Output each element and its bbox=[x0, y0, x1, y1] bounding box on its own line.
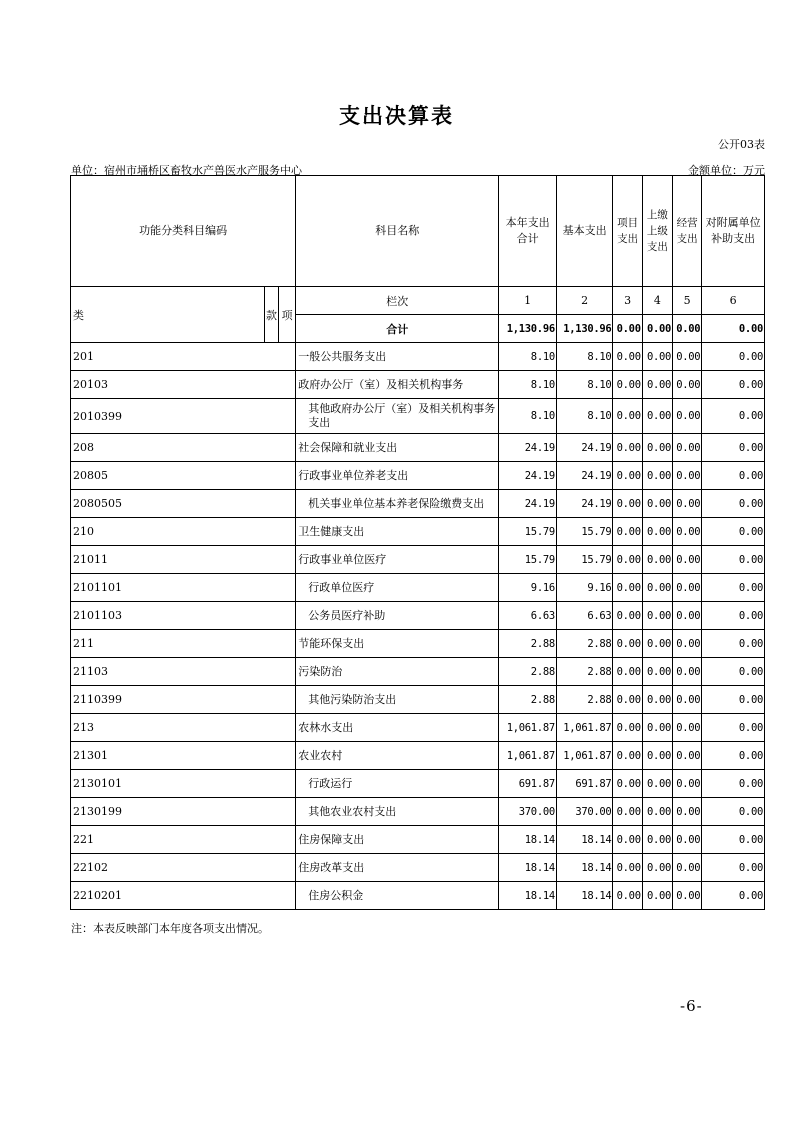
row-value-3: 0.00 bbox=[613, 630, 642, 658]
row-name: 其他农业农村支出 bbox=[296, 798, 499, 826]
column-number-row bbox=[71, 287, 765, 315]
row-value-1: 8.10 bbox=[499, 343, 557, 371]
row-code: 2101101 bbox=[71, 574, 296, 602]
row-value-4: 0.00 bbox=[642, 434, 672, 462]
row-code: 20103 bbox=[71, 371, 296, 399]
row-value-1: 15.79 bbox=[499, 546, 557, 574]
row-value-6: 0.00 bbox=[702, 742, 765, 770]
table-row bbox=[71, 399, 765, 434]
row-value-5: 0.00 bbox=[673, 343, 702, 371]
row-code: 2110399 bbox=[71, 686, 296, 714]
data-rows bbox=[71, 343, 765, 910]
row-value-3: 0.00 bbox=[613, 399, 642, 434]
row-value-3: 0.00 bbox=[613, 770, 642, 798]
row-value-4: 0.00 bbox=[642, 826, 672, 854]
total-value-4: 0.00 bbox=[642, 315, 672, 343]
row-value-2: 2.88 bbox=[556, 686, 613, 714]
row-value-4: 0.00 bbox=[642, 882, 672, 910]
row-value-5: 0.00 bbox=[673, 518, 702, 546]
row-value-1: 6.63 bbox=[499, 602, 557, 630]
total-value-1: 1,130.96 bbox=[499, 315, 557, 343]
row-value-3: 0.00 bbox=[613, 518, 642, 546]
row-name: 住房改革支出 bbox=[296, 854, 499, 882]
table-row bbox=[71, 742, 765, 770]
row-value-1: 2.88 bbox=[499, 630, 557, 658]
row-value-3: 0.00 bbox=[613, 490, 642, 518]
row-value-6: 0.00 bbox=[702, 399, 765, 434]
row-value-2: 18.14 bbox=[556, 882, 613, 910]
amount-unit: 金额单位：万元 bbox=[688, 164, 765, 177]
row-code: 211 bbox=[71, 630, 296, 658]
table-row bbox=[71, 686, 765, 714]
row-value-2: 15.79 bbox=[556, 518, 613, 546]
row-value-5: 0.00 bbox=[673, 546, 702, 574]
row-value-2: 8.10 bbox=[556, 371, 613, 399]
row-value-5: 0.00 bbox=[673, 490, 702, 518]
col-num-1: 1 bbox=[499, 287, 557, 315]
row-value-5: 0.00 bbox=[673, 826, 702, 854]
row-code: 2010399 bbox=[71, 399, 296, 434]
row-value-6: 0.00 bbox=[702, 798, 765, 826]
row-value-2: 370.00 bbox=[556, 798, 613, 826]
row-value-1: 9.16 bbox=[499, 574, 557, 602]
row-value-5: 0.00 bbox=[673, 770, 702, 798]
row-value-6: 0.00 bbox=[702, 658, 765, 686]
row-value-6: 0.00 bbox=[702, 714, 765, 742]
row-value-3: 0.00 bbox=[613, 574, 642, 602]
row-name: 社会保障和就业支出 bbox=[296, 434, 499, 462]
table-row bbox=[71, 770, 765, 798]
row-value-6: 0.00 bbox=[702, 371, 765, 399]
row-value-6: 0.00 bbox=[702, 686, 765, 714]
row-value-3: 0.00 bbox=[613, 602, 642, 630]
row-value-1: 24.19 bbox=[499, 462, 557, 490]
row-value-2: 9.16 bbox=[556, 574, 613, 602]
row-code: 2210201 bbox=[71, 882, 296, 910]
row-value-4: 0.00 bbox=[642, 770, 672, 798]
row-value-5: 0.00 bbox=[673, 371, 702, 399]
row-value-6: 0.00 bbox=[702, 434, 765, 462]
row-value-2: 6.63 bbox=[556, 602, 613, 630]
row-value-4: 0.00 bbox=[642, 854, 672, 882]
row-name: 行政单位医疗 bbox=[296, 574, 499, 602]
row-value-2: 8.10 bbox=[556, 399, 613, 434]
row-value-1: 24.19 bbox=[499, 490, 557, 518]
row-name: 行政运行 bbox=[296, 770, 499, 798]
row-value-5: 0.00 bbox=[673, 434, 702, 462]
row-value-4: 0.00 bbox=[642, 399, 672, 434]
row-value-1: 1,061.87 bbox=[499, 714, 557, 742]
row-name: 污染防治 bbox=[296, 658, 499, 686]
row-value-6: 0.00 bbox=[702, 462, 765, 490]
row-value-6: 0.00 bbox=[702, 630, 765, 658]
row-value-3: 0.00 bbox=[613, 742, 642, 770]
row-name: 机关事业单位基本养老保险缴费支出 bbox=[296, 490, 499, 518]
row-value-4: 0.00 bbox=[642, 518, 672, 546]
row-value-3: 0.00 bbox=[613, 462, 642, 490]
row-name: 其他政府办公厅（室）及相关机构事务支出 bbox=[296, 399, 499, 434]
total-value-5: 0.00 bbox=[673, 315, 702, 343]
table-row bbox=[71, 434, 765, 462]
table-row bbox=[71, 882, 765, 910]
row-value-2: 1,061.87 bbox=[556, 742, 613, 770]
table-row bbox=[71, 490, 765, 518]
table-row bbox=[71, 826, 765, 854]
row-name: 其他污染防治支出 bbox=[296, 686, 499, 714]
row-value-3: 0.00 bbox=[613, 343, 642, 371]
row-value-5: 0.00 bbox=[673, 462, 702, 490]
row-code: 22102 bbox=[71, 854, 296, 882]
header-subsidy: 对附属单位补助支出 bbox=[702, 176, 765, 287]
header-total-text: 本年支出合计 bbox=[505, 216, 550, 245]
row-value-6: 0.00 bbox=[702, 490, 765, 518]
row-value-1: 370.00 bbox=[499, 798, 557, 826]
row-value-6: 0.00 bbox=[702, 854, 765, 882]
row-value-1: 1,061.87 bbox=[499, 742, 557, 770]
row-value-5: 0.00 bbox=[673, 602, 702, 630]
row-value-4: 0.00 bbox=[642, 546, 672, 574]
table-row bbox=[71, 546, 765, 574]
row-value-2: 8.10 bbox=[556, 343, 613, 371]
header-name: 科目名称 bbox=[296, 176, 499, 287]
row-value-3: 0.00 bbox=[613, 686, 642, 714]
table-row bbox=[71, 714, 765, 742]
total-label: 合计 bbox=[296, 315, 499, 343]
row-value-6: 0.00 bbox=[702, 770, 765, 798]
row-value-5: 0.00 bbox=[673, 399, 702, 434]
row-value-6: 0.00 bbox=[702, 826, 765, 854]
table-row bbox=[71, 630, 765, 658]
header-xiang: 项 bbox=[279, 287, 296, 343]
row-value-5: 0.00 bbox=[673, 630, 702, 658]
row-value-4: 0.00 bbox=[642, 462, 672, 490]
footnote: 注：本表反映部门本年度各项支出情况。 bbox=[71, 922, 269, 935]
row-value-2: 2.88 bbox=[556, 630, 613, 658]
total-value-6: 0.00 bbox=[702, 315, 765, 343]
row-value-5: 0.00 bbox=[673, 882, 702, 910]
row-name: 公务员医疗补助 bbox=[296, 602, 499, 630]
row-value-2: 24.19 bbox=[556, 490, 613, 518]
row-code: 21301 bbox=[71, 742, 296, 770]
row-value-6: 0.00 bbox=[702, 602, 765, 630]
row-name: 住房公积金 bbox=[296, 882, 499, 910]
row-value-1: 18.14 bbox=[499, 882, 557, 910]
row-value-3: 0.00 bbox=[613, 882, 642, 910]
row-value-3: 0.00 bbox=[613, 798, 642, 826]
row-value-1: 24.19 bbox=[499, 434, 557, 462]
row-value-4: 0.00 bbox=[642, 371, 672, 399]
row-value-2: 2.88 bbox=[556, 658, 613, 686]
row-code: 2101103 bbox=[71, 602, 296, 630]
row-value-3: 0.00 bbox=[613, 826, 642, 854]
table-row bbox=[71, 518, 765, 546]
table-row bbox=[71, 854, 765, 882]
row-code: 221 bbox=[71, 826, 296, 854]
row-name: 一般公共服务支出 bbox=[296, 343, 499, 371]
header-basic: 基本支出 bbox=[556, 176, 613, 287]
row-name: 行政事业单位医疗 bbox=[296, 546, 499, 574]
row-value-5: 0.00 bbox=[673, 714, 702, 742]
form-number: 公开03表 bbox=[718, 138, 765, 151]
col-num-3: 3 bbox=[613, 287, 642, 315]
row-value-2: 24.19 bbox=[556, 462, 613, 490]
header-kuan: 款 bbox=[264, 287, 278, 343]
row-value-1: 18.14 bbox=[499, 854, 557, 882]
row-name: 卫生健康支出 bbox=[296, 518, 499, 546]
row-value-3: 0.00 bbox=[613, 714, 642, 742]
row-code: 2080505 bbox=[71, 490, 296, 518]
row-code: 21103 bbox=[71, 658, 296, 686]
row-value-6: 0.00 bbox=[702, 882, 765, 910]
row-value-3: 0.00 bbox=[613, 658, 642, 686]
header-code: 功能分类科目编码 bbox=[71, 176, 296, 287]
row-value-2: 15.79 bbox=[556, 546, 613, 574]
header-project: 项目支出 bbox=[613, 176, 642, 287]
row-code: 2130101 bbox=[71, 770, 296, 798]
row-value-4: 0.00 bbox=[642, 798, 672, 826]
row-value-4: 0.00 bbox=[642, 343, 672, 371]
row-value-6: 0.00 bbox=[702, 518, 765, 546]
row-name: 住房保障支出 bbox=[296, 826, 499, 854]
row-value-5: 0.00 bbox=[673, 798, 702, 826]
table-row bbox=[71, 798, 765, 826]
row-value-3: 0.00 bbox=[613, 854, 642, 882]
row-value-1: 691.87 bbox=[499, 770, 557, 798]
row-value-2: 18.14 bbox=[556, 854, 613, 882]
row-name: 农业农村 bbox=[296, 742, 499, 770]
row-value-3: 0.00 bbox=[613, 434, 642, 462]
row-value-3: 0.00 bbox=[613, 371, 642, 399]
row-value-5: 0.00 bbox=[673, 686, 702, 714]
row-value-5: 0.00 bbox=[673, 854, 702, 882]
row-value-5: 0.00 bbox=[673, 742, 702, 770]
row-code: 201 bbox=[71, 343, 296, 371]
table-row bbox=[71, 462, 765, 490]
table-title: 支出决算表 bbox=[339, 104, 454, 128]
row-value-1: 2.88 bbox=[499, 686, 557, 714]
row-value-4: 0.00 bbox=[642, 714, 672, 742]
row-value-5: 0.00 bbox=[673, 658, 702, 686]
row-value-6: 0.00 bbox=[702, 546, 765, 574]
row-value-1: 8.10 bbox=[499, 371, 557, 399]
table-row bbox=[71, 343, 765, 371]
header-upper: 上缴上级支出 bbox=[642, 176, 672, 287]
row-value-2: 691.87 bbox=[556, 770, 613, 798]
row-value-4: 0.00 bbox=[642, 602, 672, 630]
row-name: 行政事业单位养老支出 bbox=[296, 462, 499, 490]
row-code: 20805 bbox=[71, 462, 296, 490]
row-value-6: 0.00 bbox=[702, 343, 765, 371]
row-value-4: 0.00 bbox=[642, 658, 672, 686]
table-row bbox=[71, 371, 765, 399]
table-row bbox=[71, 602, 765, 630]
row-value-1: 2.88 bbox=[499, 658, 557, 686]
col-num-5: 5 bbox=[673, 287, 702, 315]
page-number: -6- bbox=[680, 997, 703, 1015]
column-label: 栏次 bbox=[296, 287, 499, 315]
reporting-unit: 单位：宿州市埇桥区畜牧水产兽医水产服务中心 bbox=[71, 164, 302, 177]
row-value-1: 15.79 bbox=[499, 518, 557, 546]
row-name: 政府办公厅（室）及相关机构事务 bbox=[296, 371, 499, 399]
row-value-4: 0.00 bbox=[642, 686, 672, 714]
row-name: 农林水支出 bbox=[296, 714, 499, 742]
row-value-2: 18.14 bbox=[556, 826, 613, 854]
header-total bbox=[499, 176, 557, 287]
row-value-1: 18.14 bbox=[499, 826, 557, 854]
header-operating: 经营支出 bbox=[673, 176, 702, 287]
table-row bbox=[71, 658, 765, 686]
expenditure-table bbox=[70, 175, 765, 910]
row-code: 21011 bbox=[71, 546, 296, 574]
col-num-4: 4 bbox=[642, 287, 672, 315]
row-value-4: 0.00 bbox=[642, 490, 672, 518]
total-value-2: 1,130.96 bbox=[556, 315, 613, 343]
row-value-3: 0.00 bbox=[613, 546, 642, 574]
row-value-2: 24.19 bbox=[556, 434, 613, 462]
row-value-4: 0.00 bbox=[642, 574, 672, 602]
row-value-4: 0.00 bbox=[642, 742, 672, 770]
row-name: 节能环保支出 bbox=[296, 630, 499, 658]
row-value-5: 0.00 bbox=[673, 574, 702, 602]
row-value-4: 0.00 bbox=[642, 630, 672, 658]
col-num-6: 6 bbox=[702, 287, 765, 315]
row-code: 2130199 bbox=[71, 798, 296, 826]
header-row bbox=[71, 176, 765, 287]
total-value-3: 0.00 bbox=[613, 315, 642, 343]
col-num-2: 2 bbox=[556, 287, 613, 315]
row-code: 210 bbox=[71, 518, 296, 546]
header-lei: 类 bbox=[71, 287, 265, 343]
row-code: 208 bbox=[71, 434, 296, 462]
row-value-6: 0.00 bbox=[702, 574, 765, 602]
table-row bbox=[71, 574, 765, 602]
row-code: 213 bbox=[71, 714, 296, 742]
row-value-1: 8.10 bbox=[499, 399, 557, 434]
row-value-2: 1,061.87 bbox=[556, 714, 613, 742]
